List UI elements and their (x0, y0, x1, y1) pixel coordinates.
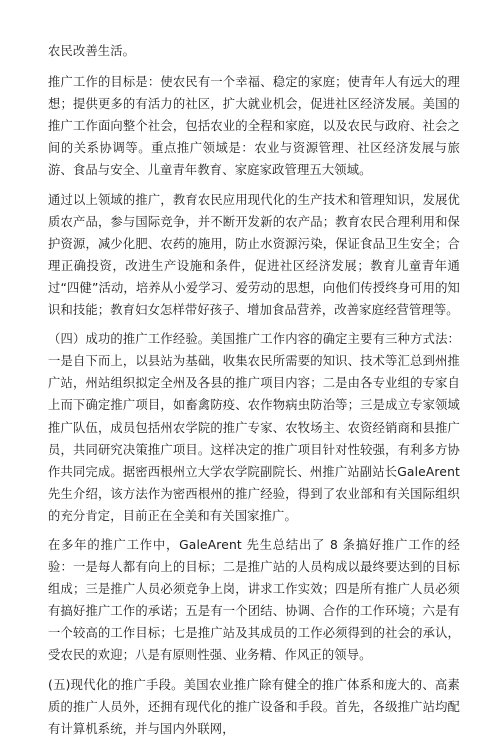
paragraph-5: 在多年的推广工作中，GaleArent 先生总结出了 8 条搞好推广工作的经验：一是每人都有向上的目标；二是推广站的人员构成以最终要达到的目标组成；三是推广人员必须竞争上岗，讲求工作实效；四是所有推广人员必须有搞好推广工作的承诺；五是有一个团结、协调、合作的工作环境；六是有一个较高的工作目标；七是推广站及其成员的工作必须得到的社会的承认，受农民的欢迎；八是有原则性强、业务精、作风正的领导。 (48, 537, 460, 663)
paragraph-6: (五)现代化的推广手段。美国农业推广除有健全的推广体系和庞大的、高素质的推广人员外，还拥有现代化的推广设备和手段。首先，各级推广站均配有计算机系统，并与国内外联网， (48, 677, 460, 736)
paragraph-4: （四）成功的推广工作经验。美国推广工作内容的确定主要有三种方式法：一是自下而上，以县站为基础，收集农民所需要的知识、技术等汇总到州推广站，州站组织拟定全州及各县的推广项目内容；二是由各专业组的专家自上而下确定推广项目，如畜禽防疫、农作物病虫防治等；三是成立专家领域推广队伍，成员包括州农学院的推广专家、农牧场主、农资经销商和县推广员，共同研究决策推广项目。这样决定的推广项目针对性较强，有利多方协作共同完成。据密西根州立大学农学院副院长、州推广站副站长GaleArent先生介绍，该方法作为密西根州的推广经验，得到了农业部和有关国际组织的充分肯定，目前正在全美和有关国家推广。 (48, 332, 460, 523)
paragraph-2: 推广工作的目标是：使农民有一个幸福、稳定的家庭；使青年人有远大的理想；提供更多的有活力的社区，扩大就业机会，促进社区经济发展。美国的推广工作面向整个社会，包括农业的全程和家庭，以及农民与政府、社会之间的关系协调等。重点推广领域是：农业与资源管理、社区经济发展与旅游、食品与安全、儿童青年教育、家庭家政管理五大领域。 (48, 75, 460, 178)
paragraph-3: 通过以上领域的推广，教育农民应用现代化的生产技术和管理知识，发展优质农产品，参与国际竞争，并不断开发新的农产品；教育农民合理利用和保护资源，减少化肥、农药的施用，防止水资源污染，保证食品卫生安全；合理正确投资，改进生产设施和条件，促进社区经济发展；教育儿童青年通过“四健”活动，培养从小爱学习、爱劳动的思想，向他们传授终身可用的知识和技能；教育妇女怎样带好孩子、增加食品营养，改善家庭经营管理等。 (48, 192, 460, 318)
paragraph-1: 农民改善生活。 (48, 44, 136, 58)
